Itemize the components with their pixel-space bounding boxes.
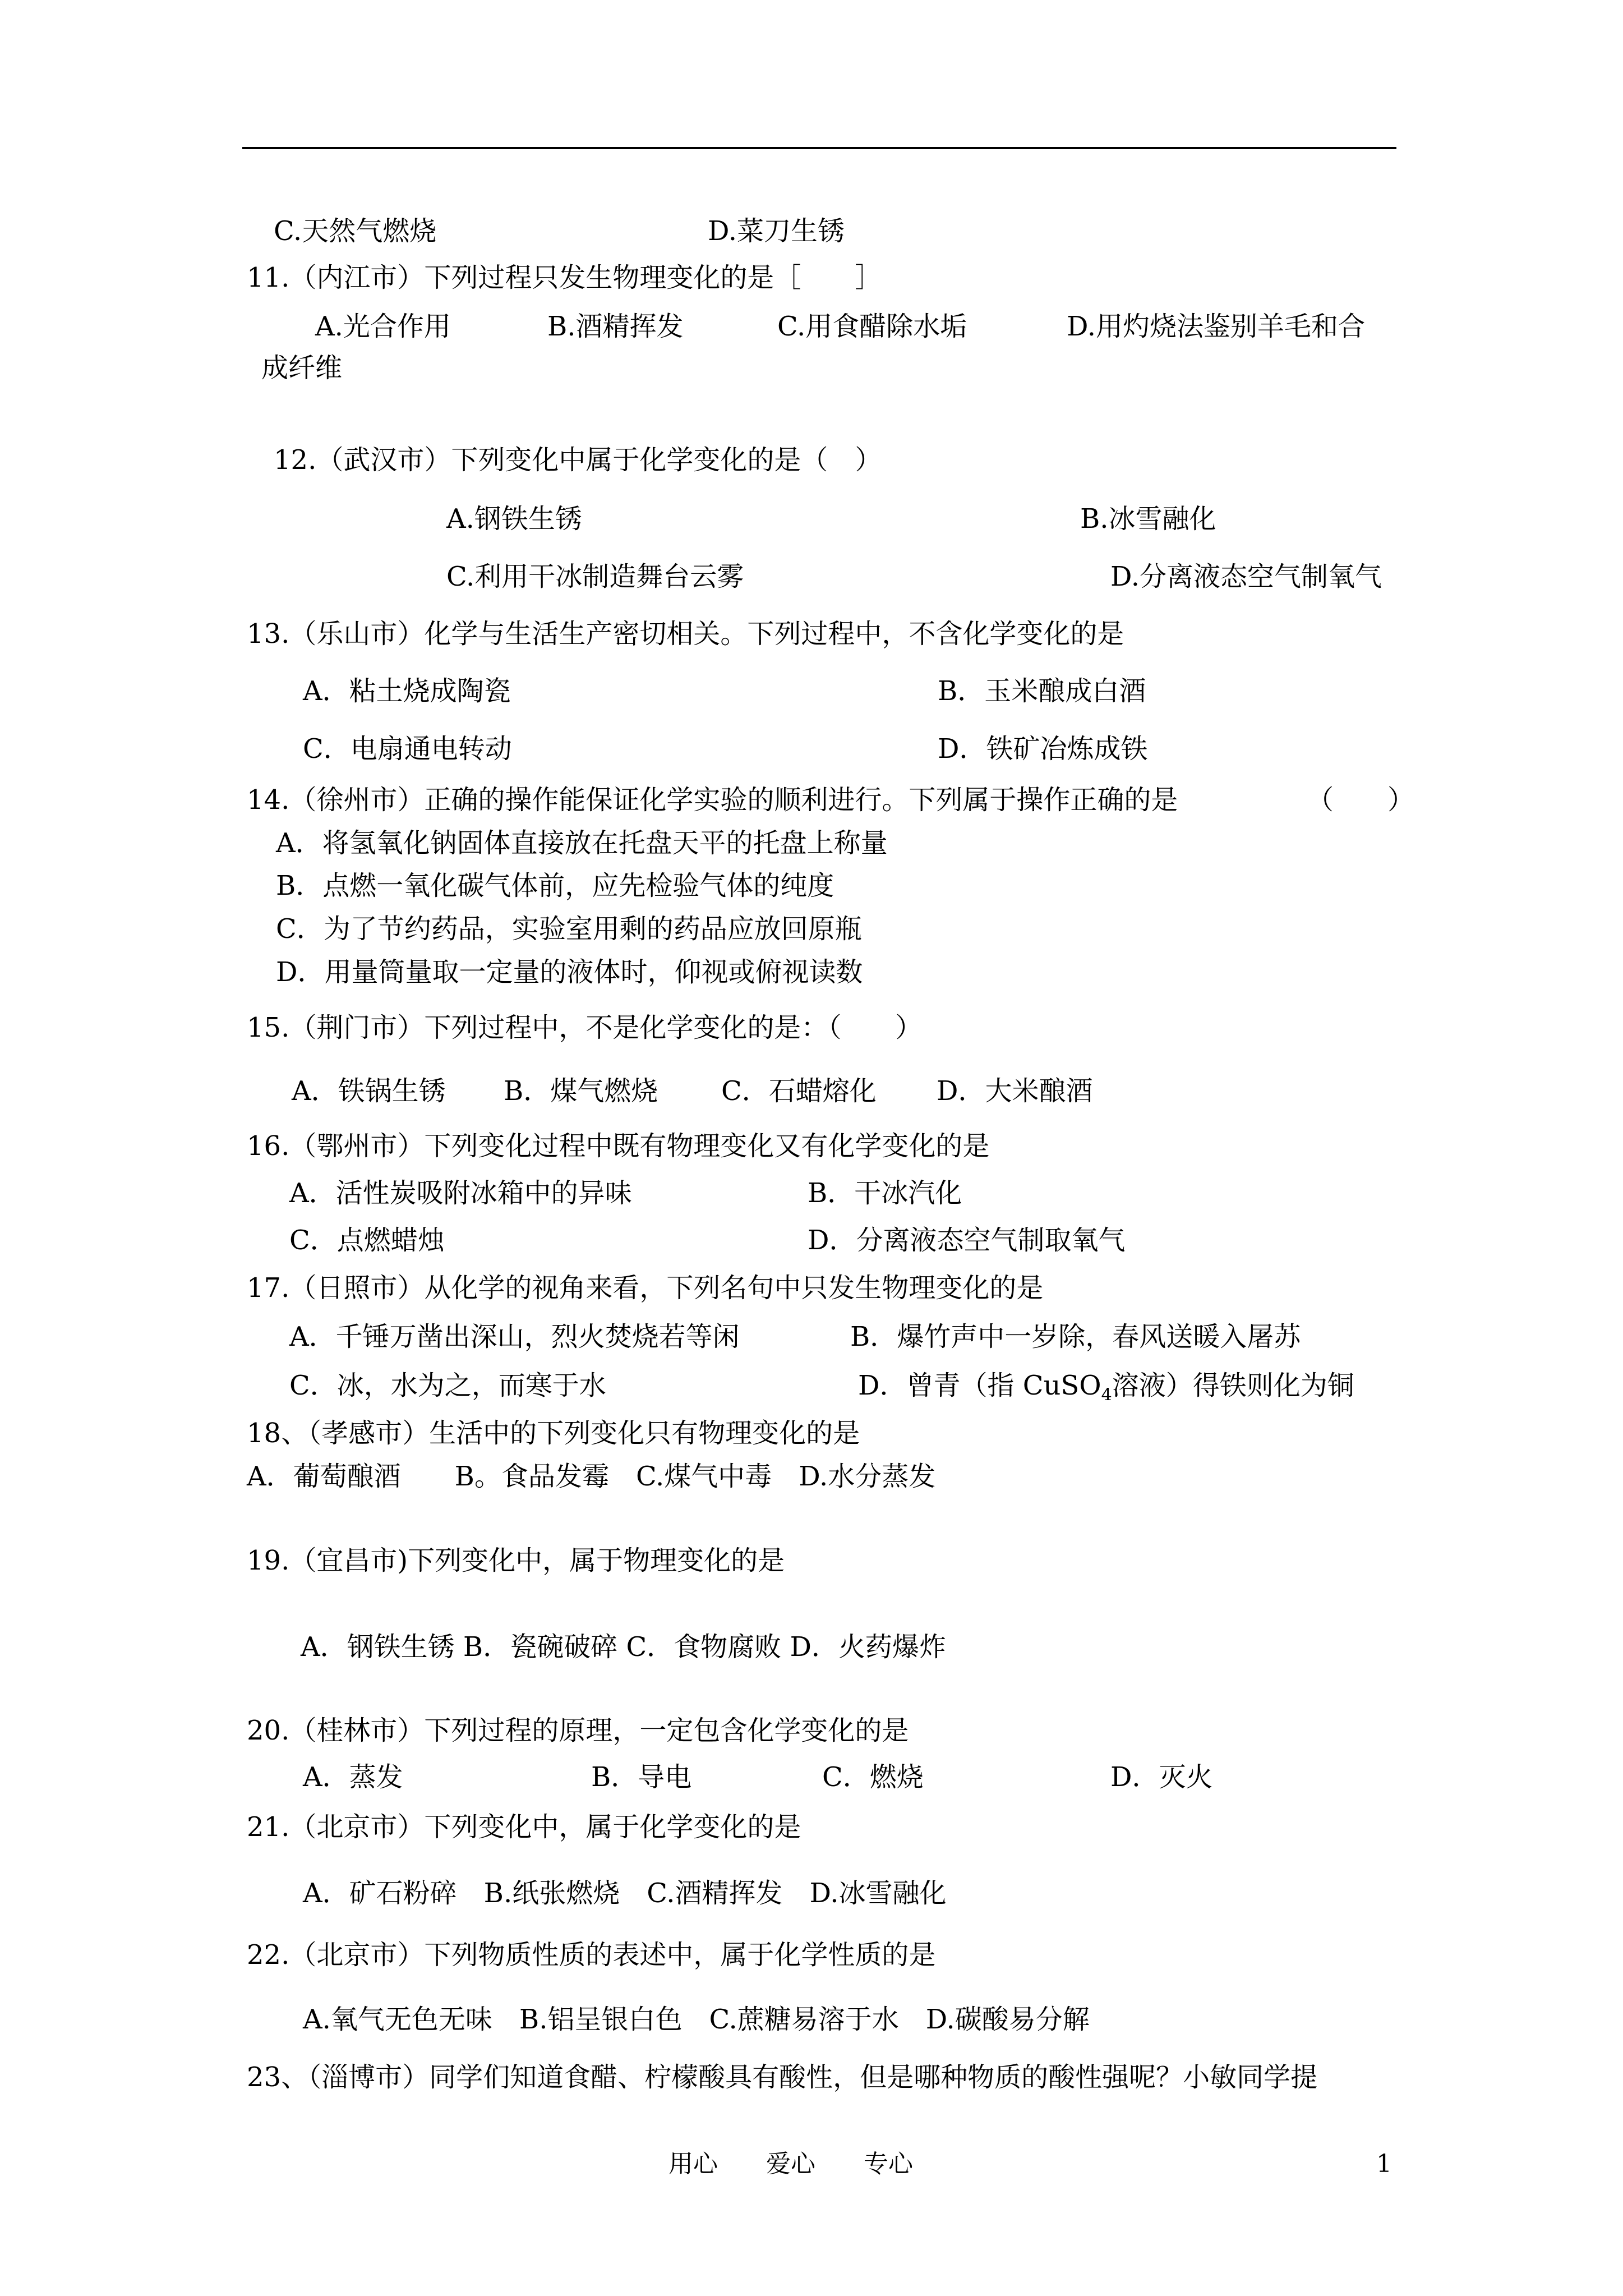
option-line: B.冰雪融化 (1080, 503, 1216, 535)
option-line: B．玉米酿成白酒 (938, 675, 1146, 707)
option-line: A．葡萄酿酒 B。食品发霉 C.煤气中毒 D.水分蒸发 (247, 1461, 936, 1492)
option-line: D．大米酿酒 (937, 1075, 1093, 1107)
option-line: A．活性炭吸附冰箱中的异味 (289, 1177, 632, 1209)
option-line: C．冰，水为之，而寒于水 (289, 1370, 606, 1401)
option-line: C.用食醋除水垢 (777, 311, 967, 342)
question-18: 18、（孝感市）生活中的下列变化只有物理变化的是 (247, 1418, 860, 1449)
option-line: D．铁矿冶炼成铁 (938, 733, 1148, 765)
option-line: B．爆竹声中一岁除，春风送暖入屠苏 (850, 1321, 1301, 1352)
option-line: C．点燃蜡烛 (289, 1225, 445, 1256)
option-line: B．导电 (591, 1761, 692, 1793)
option-line: B.酒精挥发 (547, 311, 684, 342)
answer-bracket: （ ） (1307, 784, 1415, 816)
option-line: D.用灼烧法鉴别羊毛和合 (1067, 311, 1366, 342)
option-line: D．灭火 (1110, 1761, 1213, 1793)
option-line: C．石蜡熔化 (721, 1075, 877, 1107)
question-15: 15.（荆门市）下列过程中，不是化学变化的是：（ ） (247, 1012, 923, 1043)
option-line: C．燃烧 (822, 1761, 924, 1793)
subscript: 4 (1101, 1385, 1112, 1405)
option-text: D．曾青（指 CuSO (858, 1370, 1101, 1401)
option-line: C.利用干冰制造舞台云雾 (446, 561, 744, 592)
option-line: A．粘土烧成陶瓷 (303, 675, 511, 707)
option-line: D.菜刀生锈 (708, 215, 845, 247)
option-line: A.光合作用 (315, 311, 451, 342)
question-23: 23、（淄博市）同学们知道食醋、柠檬酸具有酸性，但是哪种物质的酸性强呢？小敏同学提 (247, 2062, 1318, 2093)
option-line: A．钢铁生锈 B．瓷碗破碎 C．食物腐败 D．火药爆炸 (301, 1631, 946, 1663)
option-line: A．千锤万凿出深山，烈火焚烧若等闲 (289, 1321, 740, 1352)
option-line: A.钢铁生锈 (446, 503, 582, 535)
option-line: A．矿石粉碎 B.纸张燃烧 C.酒精挥发 D.冰雪融化 (303, 1878, 947, 1909)
option-line: A.氧气无色无味 B.铝呈银白色 C.蔗糖易溶于水 D.碳酸易分解 (303, 2004, 1090, 2035)
option-line: C．电扇通电转动 (303, 733, 512, 765)
option-line: A．将氢氧化钠固体直接放在托盘天平的托盘上称量 (276, 827, 888, 859)
header-rule (242, 147, 1396, 149)
question-19: 19.（宜昌市)下列变化中，属于物理变化的是 (247, 1545, 785, 1576)
option-line: C．为了节约药品，实验室用剩的药品应放回原瓶 (276, 913, 862, 945)
page-number: 1 (1376, 2150, 1392, 2178)
question-12: 12.（武汉市）下列变化中属于化学变化的是（ ） (274, 444, 882, 476)
question-11: 11.（内江市）下列过程只发生物理变化的是［ ］ (247, 262, 882, 293)
option-line: B．点燃一氧化碳气体前，应先检验气体的纯度 (276, 870, 834, 901)
option-text: 溶液）得铁则化为铜 (1112, 1370, 1354, 1401)
option-line: D.分离液态空气制氧气 (1110, 561, 1382, 592)
option-line: 成纤维 (261, 352, 343, 384)
option-line: A．蒸发 (303, 1761, 403, 1793)
footer-word: 爱心 (766, 2150, 815, 2178)
option-line: D．分离液态空气制取氧气 (808, 1225, 1126, 1256)
option-line: C.天然气燃烧 (274, 215, 437, 247)
question-21: 21.（北京市）下列变化中，属于化学变化的是 (247, 1811, 801, 1843)
option-line: B．煤气燃烧 (504, 1075, 658, 1107)
option-line: B．干冰汽化 (808, 1177, 962, 1209)
question-20: 20.（桂林市）下列过程的原理，一定包含化学变化的是 (247, 1715, 909, 1746)
footer-word: 专心 (864, 2150, 913, 2178)
footer-word: 用心 (668, 2150, 718, 2178)
question-16: 16.（鄂州市）下列变化过程中既有物理变化又有化学变化的是 (247, 1130, 990, 1162)
option-line (858, 1369, 1354, 1412)
question-14: 14.（徐州市）正确的操作能保证化学实验的顺利进行。下列属于操作正确的是 (247, 784, 1178, 816)
question-13: 13.（乐山市）化学与生活生产密切相关。下列过程中，不含化学变化的是 (247, 618, 1124, 650)
option-line: D．用量筒量取一定量的液体时，仰视或俯视读数 (276, 956, 863, 988)
option-line: A．铁锅生锈 (292, 1075, 446, 1107)
question-17: 17.（日照市）从化学的视角来看，下列名句中只发生物理变化的是 (247, 1272, 1044, 1304)
question-22: 22.（北京市）下列物质性质的表述中，属于化学性质的是 (247, 1939, 936, 1971)
